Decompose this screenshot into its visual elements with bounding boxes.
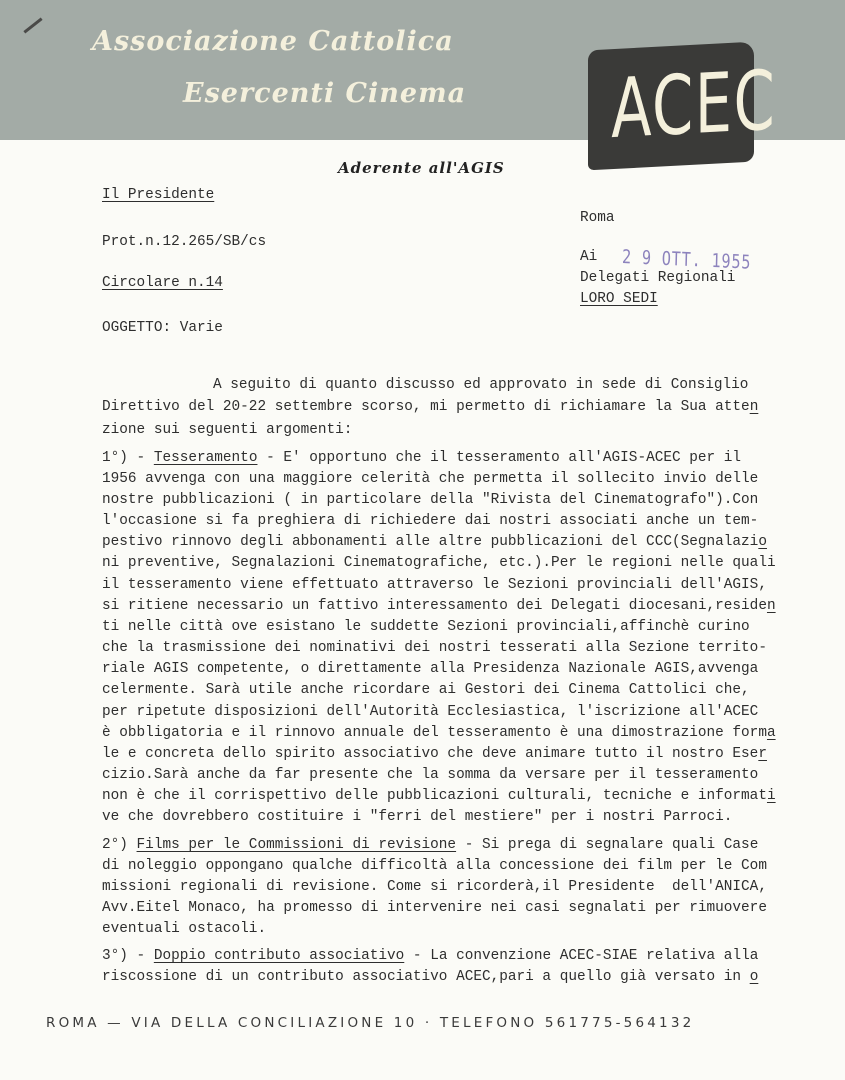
- affiliation: Aderente all'AGIS: [338, 159, 505, 177]
- subject: OGGETTO: Varie: [102, 320, 223, 336]
- body-line: [102, 968, 758, 986]
- text-segment: per ripetute disposizioni dell'Autorità Ecclesiastica, l'iscrizione all'ACEC: [102, 704, 759, 720]
- body-line: [102, 491, 758, 509]
- text-segment: - E' opportuno che il tesseramento all'AGIS-ACEC per il: [257, 450, 742, 466]
- body-line: [102, 576, 767, 594]
- text-segment: eventuali ostacoli.: [102, 921, 267, 937]
- text-segment: 1956 avvenga con una maggiore celerità che permetta il sollecito invio delle: [102, 471, 759, 487]
- body-line: [102, 703, 758, 721]
- underlined-text: r: [758, 746, 767, 762]
- body-line: [102, 512, 758, 530]
- place: Roma: [580, 210, 615, 226]
- sender: Il Presidente: [102, 187, 215, 203]
- org-name-line1: Associazione Cattolica: [92, 26, 454, 57]
- body-line: [102, 639, 767, 657]
- body-line: [102, 787, 776, 805]
- underlined-text: n: [766, 598, 776, 614]
- body-line: [102, 470, 758, 488]
- protocol-number: Prot.n.12.265/SB/cs: [102, 234, 267, 250]
- text-segment: pestivo rinnovo degli abbonamenti alle altre pubblicazioni del CCC(Segnalazi: [102, 534, 759, 550]
- underlined-text: o: [758, 534, 767, 550]
- to-prefix: Ai: [580, 249, 598, 265]
- body-line: [102, 878, 767, 896]
- body-line: [102, 681, 750, 699]
- text-segment: nostre pubblicazioni ( in particolare della "Rivista del Cinematografo").Con: [102, 492, 759, 508]
- logo-text: ACEC: [611, 53, 777, 158]
- underlined-text: Doppio contributo associativo: [153, 948, 405, 964]
- text-segment: l'occasione si fa preghiera di richiedere dai nostri associati anche un tem-: [102, 513, 759, 529]
- text-segment: 2°): [102, 837, 137, 853]
- body-line: [102, 421, 352, 439]
- text-segment: non è che il corrispettivo delle pubblicazioni culturali, tecniche e informat: [102, 788, 767, 804]
- underlined-text: n: [749, 399, 759, 415]
- date-stamp: 2 9 OTT. 1955: [621, 246, 752, 274]
- text-segment: che la trasmissione dei nominativi dei nostri tesserati alla Sezione territo-: [102, 640, 767, 656]
- text-segment: A seguito di quanto discusso ed approvato in sede di Consiglio: [213, 377, 749, 393]
- recipient-location: LORO SEDI: [580, 291, 658, 307]
- text-segment: 1°) -: [102, 450, 154, 466]
- body-line: [102, 766, 758, 784]
- text-segment: Avv.Eitel Monaco, ha promesso di intervenire nei casi segnalati per rimuovere: [102, 900, 767, 916]
- body-line: [102, 745, 767, 763]
- text-segment: cizio.Sarà anche da far presente che la somma da versare per il tesseramento: [102, 767, 759, 783]
- body-line: [102, 920, 266, 938]
- body-line: [213, 376, 748, 394]
- text-segment: le e concreta dello spirito associativo che deve animare tutto il nostro Ese: [102, 746, 759, 762]
- body-line: [102, 947, 758, 965]
- footer-address: ROMA — VIA DELLA CONCILIAZIONE 10 · TELEFONO 561775-564132: [46, 1015, 695, 1031]
- text-segment: il tesseramento viene effettuato attraverso le Sezioni provinciali dell'AGIS,: [102, 577, 767, 593]
- circular-number: Circolare n.14: [102, 275, 223, 291]
- underlined-text: Films per le Commissioni di revisione: [136, 837, 457, 853]
- body-line: [102, 899, 767, 917]
- text-segment: celermente. Sarà utile anche ricordare ai Gestori dei Cinema Cattolici che,: [102, 682, 750, 698]
- body-line: [102, 618, 750, 636]
- body-line: [102, 836, 758, 854]
- text-segment: ve che dovrebbero costituire i "ferri del mestiere" per i nostri Parroci.: [102, 809, 733, 825]
- text-segment: è obbligatoria e il rinnovo annuale del tesseramento è una dimostrazione form: [102, 725, 767, 741]
- text-segment: - Si prega di segnalare quali Case: [456, 837, 759, 853]
- text-segment: ni preventive, Segnalazioni Cinematografiche, etc.).Per le regioni nelle quali: [102, 555, 776, 571]
- underlined-text: a: [766, 725, 776, 741]
- text-segment: zione sui seguenti argomenti:: [102, 422, 353, 438]
- text-segment: ti nelle città ove esistano le suddette Sezioni provinciali,affinchè curino: [102, 619, 750, 635]
- body-line: [102, 724, 776, 742]
- recipient: Delegati Regionali: [580, 270, 736, 286]
- underlined-text: Tesseramento: [153, 450, 258, 466]
- org-name-line2: Esercenti Cinema: [183, 78, 467, 109]
- body-line: [102, 398, 758, 416]
- underlined-text: o: [749, 969, 759, 985]
- underlined-text: i: [766, 788, 776, 804]
- text-segment: 3°) -: [102, 948, 154, 964]
- body-line: [102, 808, 732, 826]
- body-line: [102, 857, 767, 875]
- text-segment: Direttivo del 20-22 settembre scorso, mi permetto di richiamare la Sua atte: [102, 399, 750, 415]
- text-segment: - La convenzione ACEC-SIAE relativa alla: [404, 948, 759, 964]
- text-segment: riscossione di un contributo associativo ACEC,pari a quello già versato in: [102, 969, 750, 985]
- body-line: [102, 554, 776, 572]
- text-segment: di noleggio oppongano qualche difficoltà alla concessione dei film per le Com: [102, 858, 767, 874]
- text-segment: riale AGIS competente, o direttamente alla Presidenza Nazionale AGIS,avvenga: [102, 661, 759, 677]
- body-line: [102, 597, 776, 615]
- text-segment: si ritiene necessario un fattivo interessamento dei Delegati diocesani,reside: [102, 598, 767, 614]
- acec-logo: [588, 42, 777, 171]
- body-line: [102, 660, 758, 678]
- body-line: [102, 449, 741, 467]
- text-segment: missioni regionali di revisione. Come si ricorderà,il Presidente dell'ANICA,: [102, 879, 767, 895]
- body-line: [102, 533, 767, 551]
